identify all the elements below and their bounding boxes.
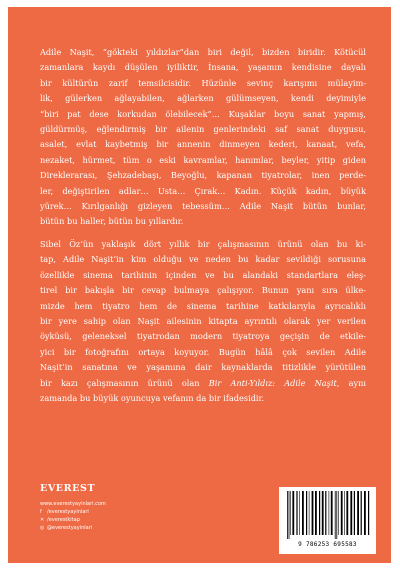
instagram-icon: ◎ (40, 525, 45, 531)
line-head: bir kazı çalışmasının ürünü olan (40, 377, 209, 388)
text-line: mizde hem tiyatro hem de sinema tarihine katkılarıyla ayrıcalıklı (40, 300, 366, 311)
text-line: zamanlara kaydı düşülen iyiliktir, İnsana, yaşamın kendisine dayalı (40, 62, 366, 73)
text-line: bir kültürün zarif temsilcisidir. Hüzünle sevinç karışımı mülayim- (40, 77, 366, 88)
barcode-bar (338, 491, 339, 535)
barcode-bar (315, 491, 317, 535)
barcode-bar (368, 491, 369, 535)
barcode-bar (287, 491, 288, 539)
website-row (40, 500, 106, 508)
text-line: asalet, evlat kaybetmiş bir annenin dinmeyen kederi, kanaat, vefa, (40, 139, 366, 150)
barcode-bars (285, 491, 370, 539)
barcode-bar (361, 491, 362, 535)
facebook-handle[interactable]: /everestyayinlari (47, 509, 89, 515)
barcode-bar (357, 491, 359, 535)
barcode-bar (302, 491, 304, 535)
text-line: tap, Adile Naşit’in kim olduğu ve neden bu kadar sevildiği sorusuna (40, 254, 366, 265)
barcode-bar (289, 491, 290, 539)
twitter-handle[interactable]: /everestkitap (47, 517, 80, 523)
text-line: yici bir fotoğrafını ortaya koyuyor. Bugün hâlâ çok sevilen Adile (40, 346, 366, 357)
barcode-bar (296, 491, 297, 535)
isbn-barcode (279, 487, 376, 554)
barcode-bar (350, 491, 352, 535)
barcode-bar (309, 491, 310, 535)
barcode-bar (341, 491, 343, 535)
text-line: bütün bu haller, bütün bu yıllardır. (40, 216, 184, 227)
barcode-bar (312, 491, 314, 535)
barcode-bar (354, 491, 355, 535)
twitter-icon: ✕ (40, 517, 45, 523)
barcode-bar (331, 491, 333, 535)
barcode-bar (319, 491, 320, 535)
publisher-logo: EVEREST (40, 483, 96, 494)
twitter-row (40, 516, 106, 524)
description-paragraph-2 (40, 237, 366, 406)
isbn-number: 9 786253 695583 (298, 541, 357, 548)
description-paragraph-1 (40, 45, 366, 230)
publisher-contact-info (40, 500, 106, 532)
text-line: bir yere sahip olan Naşit ailesinin kitapta ayrıntılı olarak yer verilen (40, 316, 366, 327)
text-line: ler, değiştirilen adlar… Usta… Çırak… Kadın. Küçük kadın, büyük (40, 185, 366, 196)
text-line: zamanda bu büyük oyuncuya vefanın da bir ifadesidir. (40, 393, 265, 404)
text-line: özellikle sinema tarihinin içinden ve bu alandaki standartlara eleş- (40, 269, 366, 280)
barcode-bar (329, 491, 330, 535)
barcode-bar (346, 491, 348, 535)
facebook-row (40, 508, 106, 516)
facebook-icon: f (40, 509, 42, 515)
barcode-bar (325, 491, 326, 535)
text-line: yürek… Kırılganlığı gizleyen tebessüm… Adile Naşit bütün bunlar, (40, 201, 366, 212)
text-line: “biri pat dese korkudan ölebilecek”… Kuşaklar boyu sanat yapmış, (40, 108, 366, 119)
barcode-bar (336, 491, 337, 539)
barcode-bar (290, 491, 291, 535)
text-line: tirel bir bakışla bir cevap bulmaya çalışıyor. Bunun yanı sıra ülke- (40, 285, 366, 296)
text-line: öyküsü, geleneksel tiyatrodan modern tiyatroya geçişin de etkile- (40, 331, 366, 342)
instagram-row (40, 524, 106, 532)
barcode-bar (306, 491, 307, 535)
instagram-handle[interactable]: @everestyayinlari (47, 525, 93, 531)
barcode-bar (335, 491, 336, 539)
book-back-cover (8, 7, 391, 563)
text-line: Naşit’in sanatına ve yaşamına dair kaynaklarda titizlikle yürütülen (40, 362, 366, 373)
barcode-bar (322, 491, 324, 535)
text-line: nezaket, hürmet, tüm o eski kavramlar, hanımlar, beyler, yitip giden (40, 154, 366, 165)
text-line: güldürmüş, eğlendirmiş bir ailenin genlerindeki saf sanat duygusu, (40, 124, 366, 135)
barcode-bar (292, 491, 294, 535)
text-line: Adile Naşit, “gökteki yıldızlar”dan biri değil, bizden biridir. Kötücül (40, 47, 366, 57)
text-line: Sibel Öz’ün yaklaşık dört yıllık bir çalışmasının ürünü olan bu ki- (40, 239, 366, 249)
line-tail: , aynı (336, 377, 366, 388)
website-link[interactable]: www.everestyayinlari.com (40, 501, 106, 507)
barcode-bar (299, 491, 300, 535)
text-line: Direklerarası, Şehzadebaşı, Beyoğlu, kapanan tiyatrolar, inen perde- (40, 170, 366, 181)
barcode-bar (344, 491, 345, 535)
book-title-italic: Bir Anti-Yıldız: Adile Naşit (208, 377, 337, 388)
text-line: lik, gülerken ağlayabilen, ağlarken gülümseyen, kendi deyimiyle (40, 93, 366, 104)
barcode-bar (364, 491, 366, 535)
text-line-with-title (40, 376, 366, 391)
